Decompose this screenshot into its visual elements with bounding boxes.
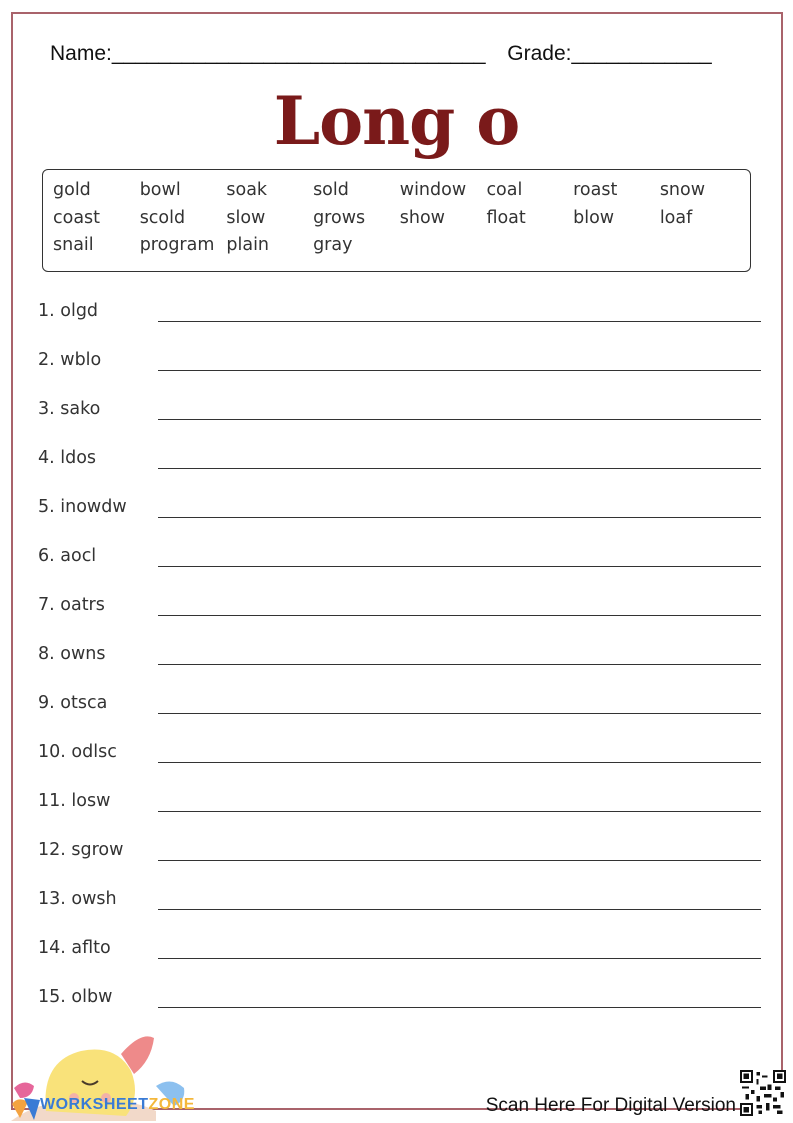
answer-line[interactable]: [158, 370, 761, 371]
question-item: [38, 840, 761, 870]
brand-text-part2: ZONE: [148, 1096, 195, 1113]
scrambled-word: 4. ldos: [38, 448, 97, 468]
scrambled-word: 2. wblo: [38, 350, 102, 370]
word-bank-word: roast: [573, 180, 618, 200]
answer-line[interactable]: [158, 860, 761, 861]
word-bank-word: window: [399, 180, 467, 200]
word-bank-word: sold: [313, 180, 349, 200]
scrambled-word: 1. olgd: [38, 301, 99, 321]
word-bank-word: blow: [573, 207, 615, 228]
word-bank-word: slow: [226, 207, 266, 228]
scrambled-word: 13. owsh: [38, 889, 117, 909]
word-bank-word: grows: [313, 207, 366, 228]
answer-line[interactable]: [158, 468, 761, 469]
word-bank-word: show: [399, 207, 445, 228]
word-bank-word: scold: [139, 207, 186, 228]
name-field-label: Name:________________________________: [50, 42, 486, 65]
question-item: [38, 399, 761, 429]
scrambled-word: 11. losw: [38, 791, 111, 811]
scrambled-word: 7. oatrs: [38, 595, 105, 615]
scrambled-word: 10. odlsc: [38, 742, 117, 762]
answer-line[interactable]: [158, 762, 761, 763]
word-bank-word: coal: [486, 180, 523, 200]
word-bank-word: soak: [226, 180, 268, 200]
word-bank-row: [53, 235, 750, 263]
page-title: Long o: [273, 82, 520, 160]
answer-line[interactable]: [158, 1007, 761, 1008]
word-bank-word: snail: [53, 235, 94, 255]
qr-code-icon[interactable]: [740, 1070, 786, 1116]
scrambled-word: 3. sako: [38, 399, 101, 419]
question-item: [38, 644, 761, 674]
answer-line[interactable]: [158, 811, 761, 812]
question-item: [38, 791, 761, 821]
word-bank-word: gray: [313, 235, 353, 255]
question-item: [38, 595, 761, 625]
word-bank-word: plain: [226, 235, 270, 255]
answer-line[interactable]: [158, 615, 761, 616]
word-bank-word: gold: [53, 180, 91, 200]
question-item: [38, 301, 761, 331]
answer-line[interactable]: [158, 517, 761, 518]
question-item: [38, 448, 761, 478]
answer-line[interactable]: [158, 566, 761, 567]
scrambled-word: 8. owns: [38, 644, 106, 664]
answer-line[interactable]: [158, 909, 761, 910]
question-item: [38, 889, 761, 919]
question-item: [38, 987, 761, 1017]
question-item: [38, 497, 761, 527]
question-item: [38, 546, 761, 576]
answer-line[interactable]: [158, 664, 761, 665]
brand-text-part1: WORKSHEET: [40, 1096, 149, 1113]
word-bank: [42, 169, 751, 272]
word-bank-word: snow: [659, 180, 706, 200]
brand-logo-text: [40, 1096, 195, 1114]
scrambled-word: 5. inowdw: [38, 497, 127, 517]
answer-line[interactable]: [158, 958, 761, 959]
scan-instruction: Scan Here For Digital Version: [485, 1095, 736, 1116]
word-bank-word: coast: [53, 207, 101, 228]
question-item: [38, 350, 761, 380]
scrambled-word: 6. aocl: [38, 546, 97, 566]
header: [50, 42, 750, 72]
answer-line[interactable]: [158, 321, 761, 322]
grade-field-label: Grade:____________: [507, 42, 712, 65]
word-bank-word: float: [486, 207, 526, 228]
word-bank-row: [53, 180, 750, 208]
scrambled-word: 12. sgrow: [38, 840, 124, 860]
question-item: [38, 742, 761, 772]
word-bank-word: bowl: [139, 180, 181, 200]
scrambled-word: 15. olbw: [38, 987, 113, 1007]
word-bank-word: program: [139, 235, 215, 255]
question-item: [38, 693, 761, 723]
answer-line[interactable]: [158, 713, 761, 714]
word-bank-word: loaf: [659, 207, 693, 228]
question-item: [38, 938, 761, 968]
word-bank-row: [53, 208, 750, 236]
answer-line[interactable]: [158, 419, 761, 420]
scrambled-word: 9. otsca: [38, 693, 108, 713]
scrambled-word: 14. aflto: [38, 938, 111, 958]
